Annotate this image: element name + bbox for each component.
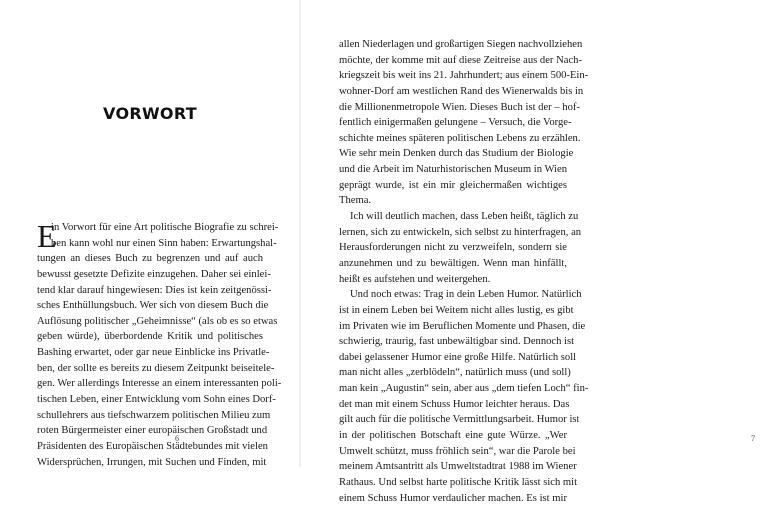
text-line: ist in einem Leben bei Weitem nicht alles lustig, es gibt — [339, 304, 574, 316]
text-line: einem Schuss Humor verdaulicher machen. Es ist mir — [339, 492, 567, 504]
left-body-text — [37, 218, 282, 470]
text-line: man nicht alles „zerblödeln“, natürlich muss (und soll) — [339, 367, 571, 379]
text-line: in Vorwort für eine Art politische Biografie zu schrei- — [51, 222, 279, 233]
text-line: sches Enthüllungsbuch. Wer sich von diesem Buch die — [37, 300, 269, 312]
text-line: die Millionenmetropole Wien. Dieses Buch ist der – hof- — [339, 101, 580, 113]
text-line: tend klar darauf hingewiesen: Dies ist kein zeitgenössi- — [37, 284, 272, 296]
text-line: und die Arbeit im Naturhistorischen Museum in Wien — [339, 164, 567, 176]
text-line: kriegszeit bis weit ins 21. Jahrhundert; aus einem 500-Ein- — [339, 70, 589, 82]
text-line: Thema. — [339, 195, 372, 207]
text-line: fentlich einigermaßen gelungene – Versuch, die Vorge- — [339, 117, 572, 129]
text-line: wohner-Dorf am westlichen Rand des Wienerwalds bis in — [339, 85, 584, 97]
text-line: Widersprüchen, Irrungen, mit Suchen und Finden, mit — [37, 456, 267, 468]
text-line: Rathaus. Und selbst harte politische Kritik lässt sich mit — [339, 476, 578, 488]
text-line: Ich will deutlich machen, dass Leben heißt, täglich zu — [350, 211, 579, 223]
text-line: anzunehmen und zu bewältigen. Wenn man hinfällt, — [339, 257, 567, 269]
text-line: gen. Wer allerdings Interesse an einem interessanten poli- — [37, 378, 282, 390]
text-line: Herausforderungen nicht zu verzweifeln, sondern sie — [339, 242, 567, 254]
text-line: Präsidenten des Europäischen Städtebundes mit vielen — [37, 440, 268, 452]
opening-paragraph — [37, 218, 279, 254]
text-line: Auflösung politischer „Geheimnisse“ (als ob es so etwas — [37, 315, 278, 327]
right-body-text — [339, 37, 589, 506]
text-line: Bashing erwartet, oder gar neue Einblicke ins Privatle- — [37, 347, 270, 359]
drop-cap: E — [37, 218, 57, 254]
text-line: allen Niederlagen und großartigen Siegen nachvollziehen — [339, 39, 583, 50]
text-line: im Privaten wie im Beruflichen Momente und Phasen, die — [339, 320, 586, 332]
text-line: tischen Leben, einer Entwicklung vom Sohn eines Dorf- — [37, 394, 276, 406]
text-line: Umwelt schützt, muss fröhlich sein“, war die Parole bei — [339, 445, 576, 457]
page-number-right: 7 — [751, 434, 755, 443]
text-line: schichte meines späteren politischen Lebens zu erzählen. — [339, 132, 581, 144]
text-line: möchte, der komme mit auf diese Zeitreise aus der Nach- — [339, 54, 582, 66]
text-line: tungen an dieses Buch zu begrenzen und auf auch — [37, 253, 263, 265]
chapter-heading: VORWORT — [103, 104, 197, 123]
page-number-left: 6 — [175, 434, 179, 443]
text-line: schullehrers aus tiefschwarzem politischen Milieu zum — [37, 409, 271, 421]
text-line: gilt auch für die politische Vermittlungsarbeit. Humor ist — [339, 414, 580, 426]
text-line: Wie sehr mein Denken durch das Studium der Biologie — [339, 148, 574, 160]
text-line: geben würde), überbordende Kritik und politisches — [37, 331, 263, 343]
text-line: meinem Amtsantritt als Umweltstadtrat 1988 im Wiener — [339, 461, 577, 473]
text-line: ben kann wohl nur einen Sinn haben: Erwartungshal- — [51, 237, 277, 249]
text-line: dabei gelassener Humor eine große Hilfe. Natürlich soll — [339, 351, 577, 363]
text-line: ben, der sollte es bereits zu diesem Zeitpunkt beiseitele- — [37, 362, 275, 374]
text-line: man kein „Augustin“ sein, aber aus „dem tiefen Loch“ fin- — [339, 383, 589, 395]
text-line: geprägt wurde, ist ein mir gleichermaßen wichtiges — [339, 179, 567, 191]
text-line: Und noch etwas: Trag in dein Leben Humor. Natürlich — [350, 289, 582, 301]
text-line: det man mit einem Schuss Humor leichter heraus. Das — [339, 398, 570, 410]
text-line: roten Bürgermeister einer europäischen Großstadt und — [37, 425, 268, 437]
text-line: in der politischen Botschaft eine gute Würze. „Wer — [339, 430, 567, 442]
text-line: schwierig, traurig, fast unbewältigbar sind. Dennoch ist — [339, 336, 575, 348]
text-line: lernen, sich zu entwickeln, sich selbst zu hinterfragen, an — [339, 226, 582, 238]
text-line: bewusst gesetzte Defizite einzugehen. Daher sei einlei- — [37, 268, 271, 280]
text-line: heißt es aufstehen und weitergehen. — [339, 273, 491, 285]
book-gutter — [299, 0, 301, 467]
